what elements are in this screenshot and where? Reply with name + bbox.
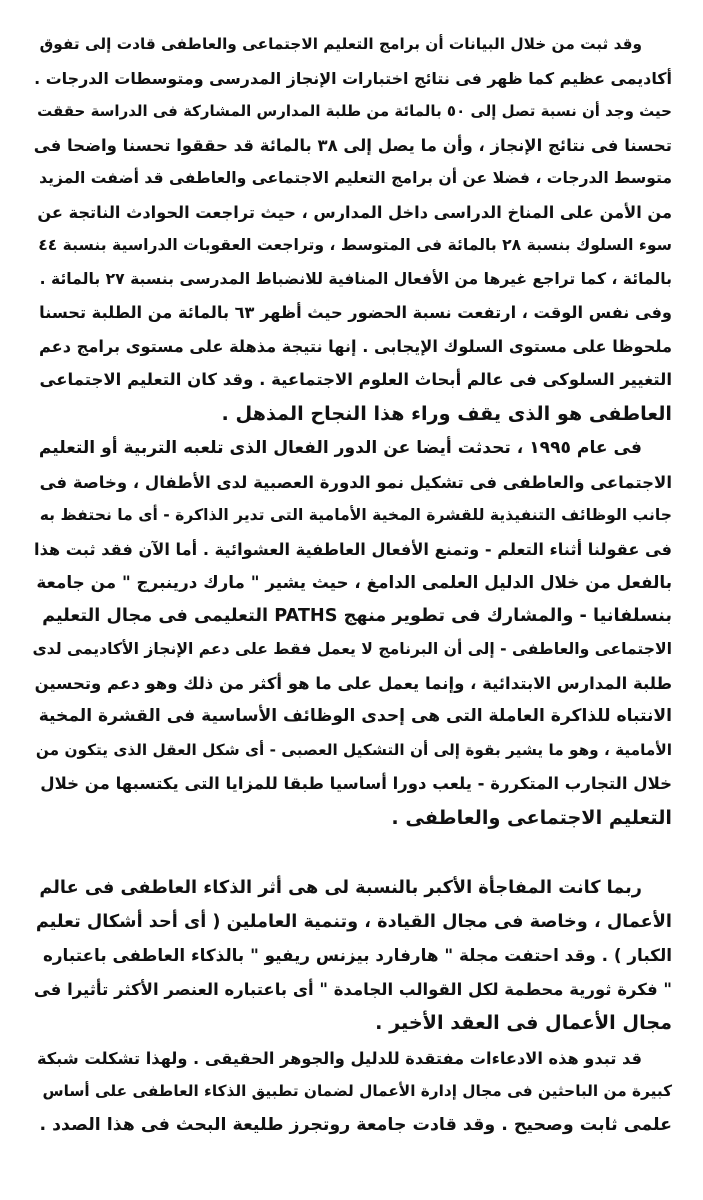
text-line: علمى ثابت وصحيح . وقد قادت جامعة روتجرز طليعة البحث فى هذا الصدد .: [39, 1114, 672, 1135]
text-line: بنسلفانيا - والمشارك فى تطوير منهج PATHS التعليمى فى مجال التعليم: [42, 605, 672, 626]
text-line: بالمائة ، كما تراجع غيرها من الأفعال المنافية للانضباط المدرسى بنسبة ٢٧ بالمائة .: [39, 269, 672, 288]
text-line: بالفعل من خلال الدليل العلمى الدامغ ، حيث يشير " مارك درينبرج " من جامعة: [36, 572, 672, 592]
text-line: مجال الأعمال فى العقد الأخير .: [375, 1011, 672, 1034]
text-line: ربما كانت المفاجأة الأكبر بالنسبة لى هى أثر الذكاء العاطفى فى عالم: [39, 878, 642, 898]
text-line: خلال التجارب المتكررة - يلعب دورا أساسيا طبقا للمزايا التى يكتسبها من خلال: [40, 774, 672, 793]
text-line: العاطفى هو الذى يقف وراء هذا النجاح المذهل .: [221, 401, 672, 425]
section-gap: [32, 834, 672, 872]
paragraph-academic-results: [32, 28, 672, 430]
text-line: أكاديمى عظيم كما ظهر فى نتائج اختبارات الإنجاز المدرسى ومتوسطات الدرجات .: [34, 68, 672, 88]
text-line: تحسنا فى نتائج الإنجاز ، وأن ما يصل إلى ٣٨ بالمائة قد حققوا تحسنا واضحا فى: [33, 135, 672, 155]
text-line: الكبار ) . وقد احتفت مجلة " هارفارد بيزنس ريفيو " بالذكاء العاطفى باعتباره: [42, 945, 672, 965]
text-line: التعليم الاجتماعى والعاطفى .: [391, 805, 672, 829]
text-line: فى عام ١٩٩٥ ، تحدثت أيضا عن الدور الفعال الذى تلعبه التربية أو التعليم: [38, 438, 642, 458]
text-line: ملحوظا على مستوى السلوك الإيجابى . إنها نتيجة مذهلة على مستوى برامج دعم: [38, 336, 672, 356]
text-line: الأعمال ، وخاصة فى مجال القيادة ، وتنمية العاملين ( أى أحد أشكال تعليم: [35, 911, 672, 932]
paragraph-business-world: [32, 872, 672, 1040]
text-line: التغيير السلوكى فى عالم أبحاث العلوم الاجتماعية . وقد كان التعليم الاجتماعى: [39, 370, 672, 389]
text-line: من الأمن على المناخ الدراسى داخل المدارس ، حيث تراجعت الحوادث الناتجة عن: [37, 202, 672, 222]
text-line: فى عقولنا أثناء التعلم - وتمنع الأفعال العاطفية العشوائية . أما الآن فقد ثبت هذا: [34, 539, 672, 559]
text-line: الانتباه للذاكرة العاملة التى هى إحدى الوظائف الأساسية فى القشرة المخية: [38, 706, 672, 726]
text-line: طلبة المدارس الابتدائية ، وإنما يعمل على ما هو أكثر من ذلك وهو دعم وتحسين: [34, 673, 672, 693]
text-line: كبيرة من الباحثين فى مجال إدارة الأعمال لضمان تطبيق الذكاء العاطفى على أساس: [42, 1082, 672, 1100]
text-line: سوء السلوك بنسبة ٢٨ بالمائة فى المتوسط ، وتراجعت العقوبات الدراسية بنسبة ٤٤: [38, 236, 672, 254]
text-line: حيث وجد أن نسبة تصل إلى ٥٠ بالمائة من طلبة المدارس المشاركة فى الدراسة حققت: [37, 102, 672, 120]
text-line: الاجتماعى والعاطفى - إلى أن البرنامج لا يعمل فقط على دعم الإنجاز الأكاديمى لدى: [32, 640, 672, 658]
text-line: متوسط الدرجات ، فضلا عن أن برامج التعليم الاجتماعى والعاطفى قد أضفت المزيد: [39, 169, 672, 187]
text-line: " فكرة ثورية محطمة لكل القوالب الجامدة " أى باعتباره العنصر الأكثر تأثيرا فى: [33, 979, 672, 999]
text-line: الاجتماعى والعاطفى فى تشكيل نمو الدورة العصبية لدى الأطفال ، وخاصة فى: [39, 472, 672, 492]
paragraph-neural-development: [32, 432, 672, 834]
text-line: وقد ثبت من خلال البيانات أن برامج التعليم الاجتماعى والعاطفى قادت إلى تفوق: [39, 35, 642, 53]
text-line: الأمامية ، وهو ما يشير بقوة إلى أن التشكيل العصبى - أى شكل العقل الذى يتكون من: [35, 740, 672, 759]
paragraph-researchers-network: [32, 1042, 672, 1143]
text-line: وفى نفس الوقت ، ارتفعت نسبة الحضور حيث أظهر ٦٣ بالمائة من الطلبة تحسنا: [39, 303, 672, 322]
text-line: قد تبدو هذه الادعاءات مفتقدة للدليل والجوهر الحقيقى . ولهذا تشكلت شبكة: [36, 1048, 642, 1068]
book-page: [32, 28, 672, 1142]
text-line: جانب الوظائف التنفيذية للقشرة المخية الأمامية التى تدير الذاكرة - أى ما نحتفظ به: [39, 506, 672, 524]
